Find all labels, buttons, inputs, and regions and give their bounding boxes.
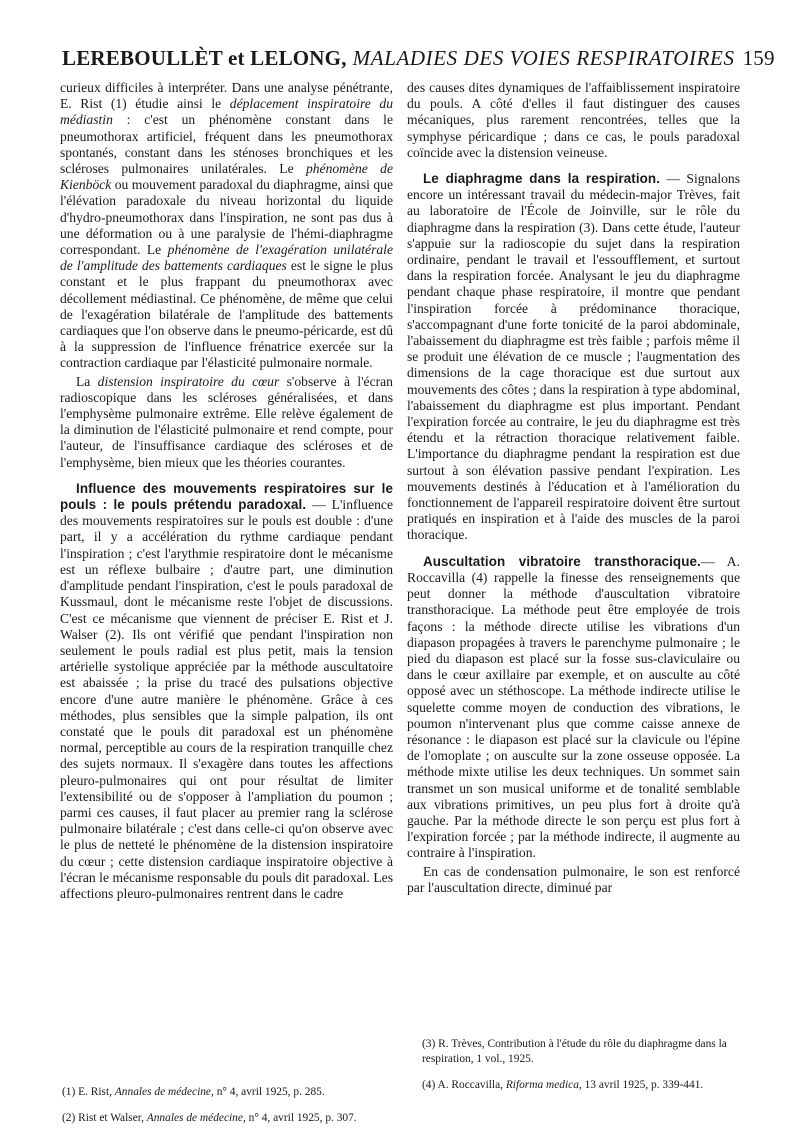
header-authors: LEREBOULLÈT et LELONG, xyxy=(62,46,347,70)
footnotes-right xyxy=(422,1026,742,1104)
paragraph: Le diaphragme dans la respiration. — Signalons encore un intéressant travail du médecin-major Trèves, fait au laboratoire de l'École de Joinville, sur le rôle du diaphragme dans la respiration (3). Dans cette étude, l'auteur s'appuie sur la radioscopie du sujet dans la respiration ordinaire, pendant le travail et l'essoufflement, et surtout dans la respiration forcée. Analysant le jeu du diaphragme pendant chaque phase respiratoire, il montre que pendant l'inspiration forcée à prédominance thoracique, s'accompagnant d'une forte tonicité de la paroi abdominale, l'abaissement du diaphragme est très faible ; parfois même il se produit une élévation de ce muscle ; l'augmentation des dimensions de la cage thoracique est due surtout aux mouvements des côtes ; dans la respiration à type abdominal, l'abaissement du diaphragme est plus important. Pendant l'expiration forcée au contraire, le jeu du diaphragme est très étendu et la rétraction thoracique relativement faible. L'importance du diaphragme pendant la respiration est due surtout à son élévation passive pendant l'expiration. Les mouvements destinés à l'éducation et à l'amélioration du fonctionnement de l'appareil respiratoire doivent être surtout pratiqués en inspiration et à l'aide des muscles de la paroi thoracique. xyxy=(407,171,741,543)
italic-term: phénomène de Kienböck xyxy=(60,161,393,193)
paragraph: Influence des mouvements respiratoires sur le pouls : le pouls prétendu paradoxal. — L'influence des mouvements respiratoires sur le pouls est double : d'une part, il y a accélération du rythme cardiaque pendant l'inspiration ; c'est l'arythmie respiratoire dont le mécanisme est un réflexe bulbaire ; d'autre part, une diminution d'amplitude pendant l'inspiration, c'est le pouls paradoxal de Kussmaul, dont le mécanisme reste l'objet de discussions. C'est ce mécanisme que viennent de préciser E. Rist et J. Walser (2). Ils ont vérifié que pendant l'inspiration non seulement le pouls radial est plus petit, mais la tension artérielle systolique appréciée par la méthode auscultatoire est abaissée ; la prise du tracé des pulsations objective encore d'une autre manière le phénomène. Grâce à ces méthodes, plus sensibles que la simple palpation, ils ont constaté que le pouls dit paradoxal est un phénomène normal, perceptible au cours de la respiration tranquille chez des sujets normaux. Il s'exagère dans toutes les affections pleuro-pulmonaires qui ont pour résultat de limiter l'extensibilité ou de s'opposer à l'ampliation du poumon ; parmi ces causes, il faut placer au premier rang la sclérose pulmonaire bilatérale ; c'est dans celle-ci qu'on observe avec le plus de netteté le phénomène de la distension inspiratoire du cœur ; cette distension cardiaque inspiratoire objective à l'écran le mécanisme responsable du pouls dit paradoxal. Les affections pleuro-pulmonaires rentrent dans le cadre xyxy=(60,480,393,901)
paragraph: des causes dites dynamiques de l'affaiblissement inspiratoire du pouls. A côté d'elles il faut distinguer des causes mécaniques, plus rarement rencontrées, telles que la symphyse péricardique ; dans ce cas, le pouls paradoxal coïncide avec la distension veineuse. xyxy=(407,80,740,160)
page-number: 159 xyxy=(742,46,775,70)
section-heading: Auscultation vibratoire transthoracique. xyxy=(423,553,701,569)
section-heading: Le diaphragme dans la respiration. xyxy=(423,171,661,187)
paragraph: La distension inspiratoire du cœur s'observe à l'écran radioscopique dans les scléroses généralisées, et dans l'emphysème pulmonaire extrême. Elle relève également de la diminution de l'élasticité pulmonaire et rend compte, pour l'auteur, de l'insuffisance cardiaque des scléroses et de l'emphysème, bien mieux que les théories courantes. xyxy=(60,373,393,470)
header-title: MALADIES DES VOIES RESPIRATOIRES xyxy=(352,46,735,70)
italic-term: déplacement inspiratoire du médiastin xyxy=(60,96,393,128)
footnote: (2) Rist et Walser, Annales de médecine, n° 4, avril 1925, p. 307. xyxy=(62,1112,357,1125)
footnote: (4) A. Roccavilla, Riforma medica, 13 avril 1925, p. 339-441. xyxy=(422,1078,704,1091)
running-header xyxy=(62,46,775,71)
italic-term: phénomène de l'exagération unilatérale de l'amplitude des battements cardiaques xyxy=(60,242,393,274)
paragraph: curieux difficiles à interpréter. Dans une analyse pénétrante, E. Rist (1) étudie ainsi le déplacement inspiratoire du médiastin : c'est un phénomène constant dans le pneumothorax artificiel, fréquent dans les pneumothorax spontanés, constant dans les sténoses bronchiques et les scléroses pulmonaires unilatérales. Le phénomène de Kienböck ou mouvement paradoxal du diaphragme, ainsi que l'élévation paradoxale du niveau horizontal du liquide d'hydro-pneumothorax dans l'inspiration, ne sont pas dus à une déformation ou à une paralysie de l'hémi-diaphragme correspondant. Le phénomène de l'exagération unilatérale de l'amplitude des battements cardiaques est le signe le plus constant et le plus frappant du pneumothorax avec décollement médiastinal. Ce phénomène, de même que celui de l'exagération bilatérale de l'amplitude des battements cardiaques que l'on observe dans le pneumo-péricarde, est dû à la suppression de l'influence frénatrice exercée sur la contraction cardiaque par l'élasticité pulmonaire normale. xyxy=(60,80,393,371)
footnote: (1) E. Rist, Annales de médecine, n° 4, avril 1925, p. 285. xyxy=(62,1086,325,1099)
section-heading: Influence des mouvements respiratoires sur le pouls : le pouls prétendu paradoxal. xyxy=(60,480,393,513)
paragraph: En cas de condensation pulmonaire, le son est renforcé par l'auscultation directe, diminué par xyxy=(407,863,740,895)
footnote: (3) R. Trèves, Contribution à l'étude du rôle du diaphragme dans la respiration, 1 vol., 1925. xyxy=(422,1038,727,1065)
footnotes-left xyxy=(62,1074,392,1137)
italic-term: distension inspiratoire du cœur xyxy=(97,373,280,389)
paragraph: Auscultation vibratoire transthoracique.— A. Roccavilla (4) rappelle la finesse des renseignements que peut donner la méthode d'auscultation vibratoire transthoracique. La méthode peut être employée de trois façons : la méthode directe utilise les vibrations d'un diapason propagées à travers le parenchyme pulmonaire ; le pied du diapason est placé sur la fosse sus-claviculaire ou dans le cœur axillaire par exemple, et on ausculte au côté opposé avec un stéthoscope. La méthode indirecte utilise le squelette comme moyen de conduction des vibrations, le poumon n'intervenant plus que comme caisse annexe de résonance : le diapason est placé sur la clavicule ou l'épine de l'omoplate ; on ausculte sur la zone osseuse opposée. La méthode mixte utilise les deux techniques. Un sommet sain transmet un son musical uniforme et de tonalité semblable aux vibrations primitives, un peu plus fort à droite qu'à gauche. Par la méthode directe le son perçu est plus fort à l'expiration forcée ; par la méthode indirecte, il augmente au contraire à l'inspiration. xyxy=(407,553,740,861)
left-column xyxy=(60,80,393,902)
right-column xyxy=(407,80,740,896)
